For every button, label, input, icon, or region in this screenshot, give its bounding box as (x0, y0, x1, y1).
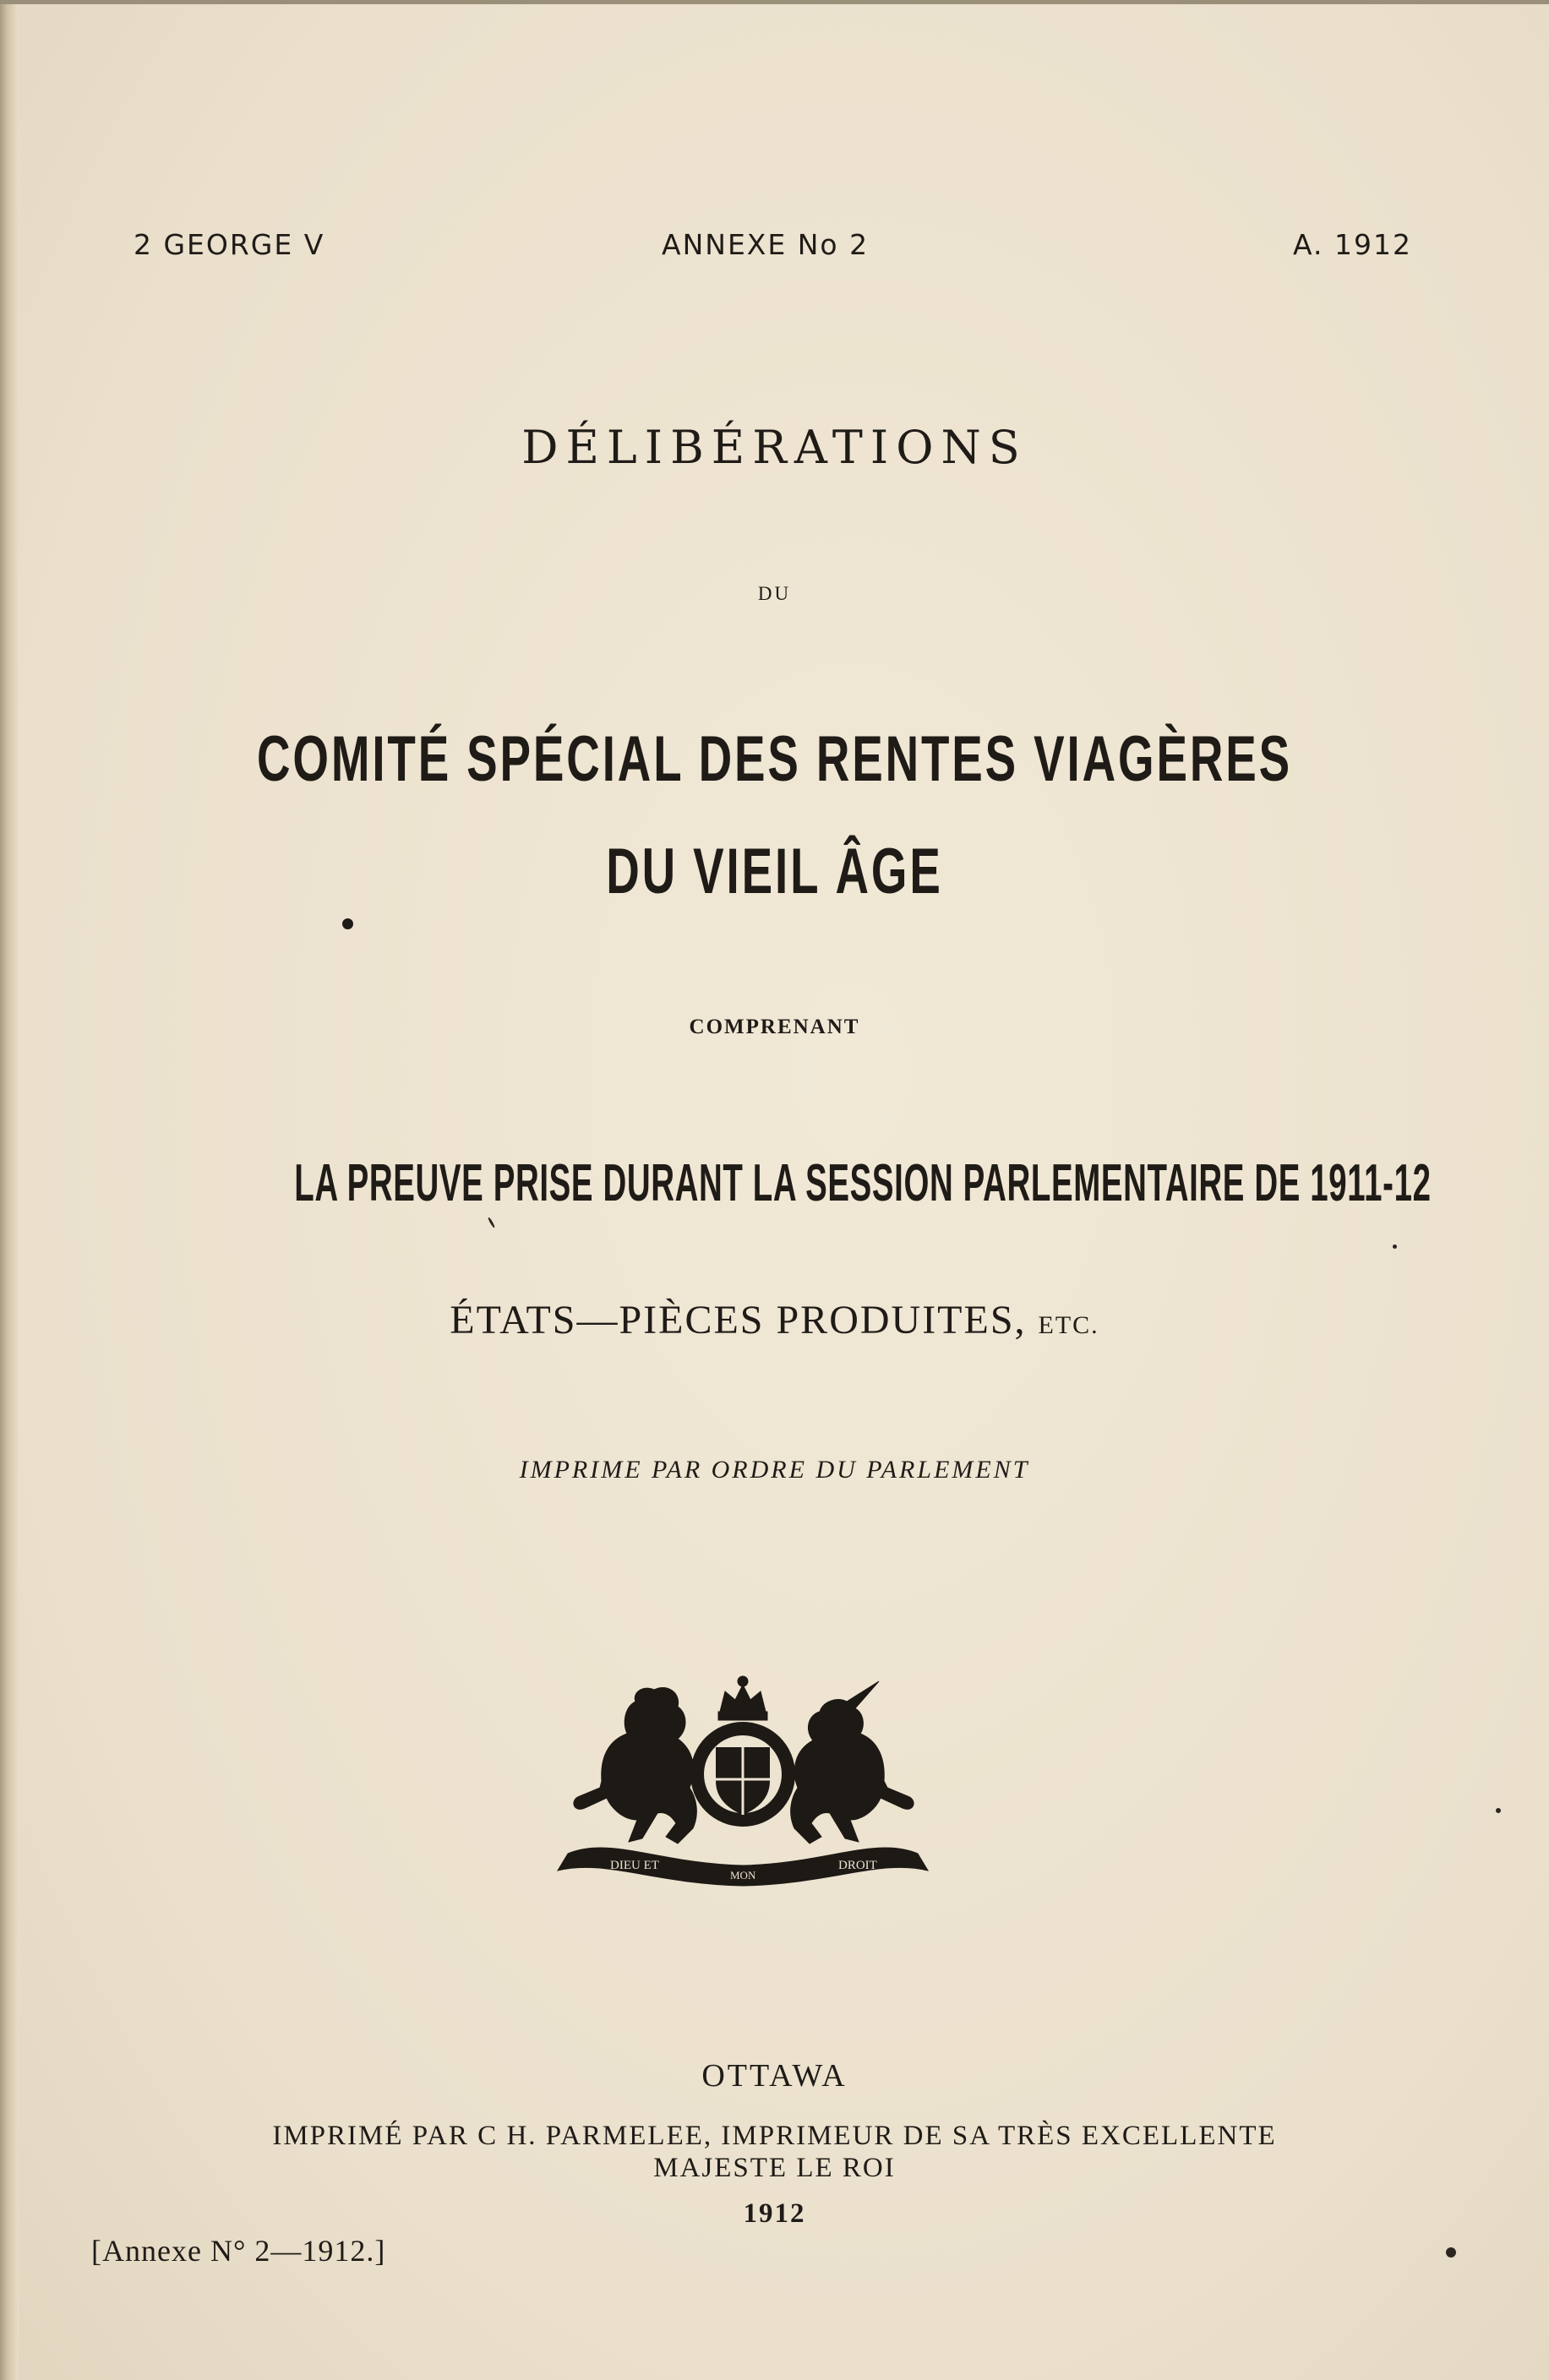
annex-reference: [Annexe N° 2—1912.] (91, 2234, 386, 2268)
comprenant-label: COMPRENANT (689, 1016, 860, 1038)
printed-by-order-line: IMPRIME PAR ORDRE DU PARLEMENT (519, 1456, 1030, 1484)
exhibits-line (0, 1297, 1549, 1343)
imprint-city: OTTAWA (701, 2058, 848, 2094)
motto-left: DIEU ET (610, 1859, 659, 1872)
committee-name-line-2: DU VIEIL ÂGE (606, 836, 943, 907)
header-year: A. 1912 (1293, 228, 1412, 261)
royal-coat-of-arms-icon (551, 1663, 935, 1889)
page-title: DÉLIBÉRATIONS (521, 421, 1028, 474)
title-connector: DU (757, 583, 792, 604)
header-annex-number: ANNEXE No 2 (662, 228, 870, 261)
header-regnal-year: 2 GEORGE V (134, 228, 325, 261)
motto-right: DROIT (838, 1859, 877, 1872)
evidence-heading: LA PREUVE PRISE DURANT LA SESSION PARLEMENTAIRE DE 1911-12 (294, 1154, 1432, 1212)
committee-name-line-1: COMITÉ SPÉCIAL DES RENTES VIAGÈRES (257, 723, 1292, 795)
imprint-year: 1912 (743, 2198, 806, 2229)
paper-speck (1446, 2247, 1456, 2257)
paper-speck (1393, 1244, 1397, 1249)
exhibits-etc: ETC. (1038, 1311, 1099, 1339)
imprint-printer-line-1: IMPRIMÉ PAR C H. PARMELEE, IMPRIMEUR DE SA TRÈS EXCELLENTE (272, 2121, 1277, 2151)
paper-speck (1496, 1808, 1501, 1813)
page-top-edge (0, 0, 1549, 4)
imprint-printer-line-2: MAJESTE LE ROI (653, 2153, 896, 2183)
motto-center: MON (730, 1869, 756, 1882)
ink-dot (342, 918, 353, 929)
book-spine-shadow (0, 0, 19, 2380)
exhibits-text: ÉTATS—PIÈCES PRODUITES, (450, 1298, 1027, 1342)
